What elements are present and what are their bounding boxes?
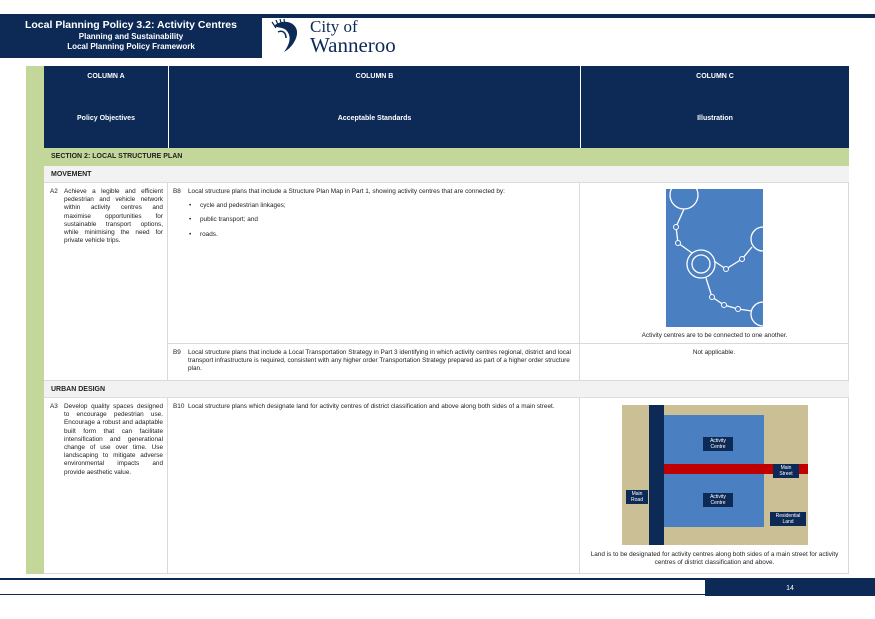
column-c-heading: Illustration	[697, 115, 733, 122]
a3-text: Develop quality spaces designed to encourage pedestrian use. Encourage a robust and adaptable built form that can facilitate intensification and generational change of use over time. Use landscaping to mitigate adverse environmental impacts and provide aesthetic value.	[64, 403, 163, 476]
b8-bullet: • public transport; and	[188, 216, 573, 224]
section-heading: SECTION 2: LOCAL STRUCTURE PLAN	[44, 148, 849, 166]
connected-centres-diagram	[666, 189, 776, 327]
b10-text: Local structure plans which designate land for activity centres of district classification and above along both sides of a main street.	[188, 403, 555, 410]
a3-cell	[44, 398, 168, 574]
column-b-header	[168, 66, 580, 148]
urban-design-heading: URBAN DESIGN	[44, 381, 849, 398]
b9-not-applicable: Not applicable.	[692, 349, 736, 356]
column-c-header	[580, 66, 849, 148]
b9-number: B9	[173, 349, 181, 356]
b8-caption: Activity centres are to be connected to one another.	[641, 332, 788, 339]
b10-caption: Land is to be designated for activity centres along both sides of a main street for activity centres of district classification and above.	[590, 551, 839, 567]
document-title-box	[0, 14, 262, 58]
b9-cell	[168, 344, 580, 381]
a2-cell	[44, 183, 168, 381]
b8-cell	[168, 183, 580, 344]
document-subtitle-2: Local Planning Policy Framework	[67, 42, 195, 51]
swan-logo-icon	[270, 18, 310, 56]
column-b-heading: Acceptable Standards	[337, 115, 412, 122]
residential-land-label: Residential Land	[770, 512, 806, 526]
activity-centre-label-bottom: Activity Centre	[703, 493, 733, 507]
b8-bullet: • roads.	[188, 231, 573, 239]
b8-number: B8	[173, 188, 181, 195]
logo-line-2: Wanneroo	[310, 33, 396, 57]
document-subtitle-1: Planning and Sustainability	[78, 32, 184, 41]
side-margin-strip	[26, 66, 44, 574]
a2-number: A2	[50, 188, 58, 195]
b8-bullet: • cycle and pedestrian linkages;	[188, 202, 573, 210]
logo-line-1: City of	[310, 17, 358, 36]
main-road-label: Main Road	[626, 490, 648, 504]
b10-number: B10	[173, 403, 185, 410]
column-a-label: COLUMN A	[87, 73, 125, 80]
a3-number: A3	[50, 403, 58, 410]
b10-illustration-cell	[580, 398, 849, 574]
b10-cell	[168, 398, 580, 574]
footer-rule-lower	[0, 594, 705, 595]
a2-text: Achieve a legible and efficient pedestrian and vehicle network within activity centres and maximise opportunities for sustainable transport options, while minimising the need for private vehicle trips.	[64, 188, 163, 245]
column-c-label: COLUMN C	[696, 73, 734, 80]
b9-text: Local structure plans that include a Local Transportation Strategy in Part 3 identifying in which activity centres regional, district and local transport infrastructure is required, consistent with any higher order Transportation Strategy prepared as part of a higher order structure plan.	[188, 349, 571, 373]
b8-text: Local structure plans that include a Structure Plan Map in Part 1, showing activity centres that are connected by:	[188, 188, 505, 195]
document-title: Local Planning Policy 3.2: Activity Centres	[24, 19, 237, 31]
b9-illustration-cell	[580, 344, 849, 381]
logo-text	[310, 17, 396, 57]
main-street-label: Main Street	[773, 464, 799, 478]
activity-centre-label-top: Activity Centre	[703, 437, 733, 451]
column-a-heading: Policy Objectives	[77, 115, 135, 122]
page-number: 14	[705, 580, 875, 596]
column-b-label: COLUMN B	[355, 73, 394, 80]
column-a-header	[44, 66, 168, 148]
b8-illustration-cell	[580, 183, 849, 344]
b8-list	[188, 202, 573, 239]
movement-heading: MOVEMENT	[44, 166, 849, 183]
